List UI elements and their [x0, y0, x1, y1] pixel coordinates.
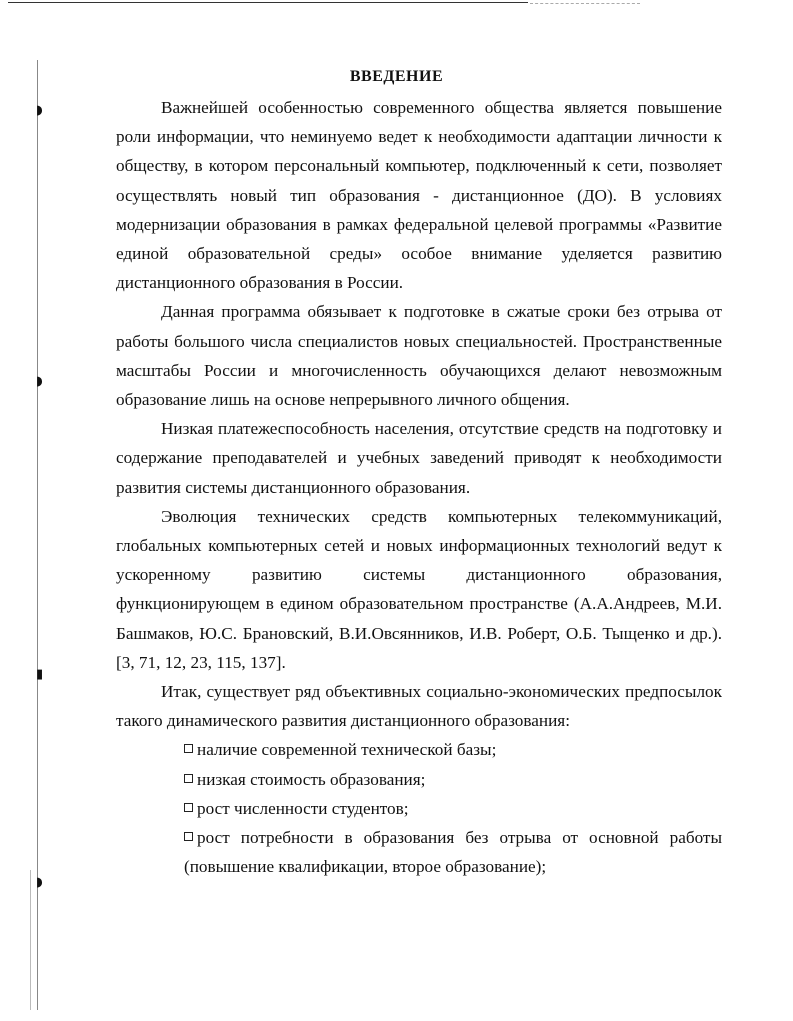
list-item: [184, 765, 722, 794]
top-rule: [8, 2, 528, 3]
paragraph: Итак, существует ряд объективных социально-экономических предпосылок такого динамического развития дистанционного образования:: [116, 682, 722, 731]
square-bullet-icon: [184, 774, 193, 783]
page-title: ВВЕДЕНИЕ: [349, 68, 444, 85]
paragraph: Эволюция технических средств компьютерных телекоммуникаций, глобальных компьютерных сетей и новых информационных технологий ведут к ускоренному развитию системы дистанционного образования, функционирующем в едином образовательном пространстве (А.А.Андреев, М.И. Башмаков, Ю.С. Брановский, В.И.Овсянников, И.В. Роберт, О.Б. Тыщенко и др.).[3, 71, 12, 23, 115, 137].: [116, 506, 722, 672]
top-rule-tail: [530, 3, 640, 4]
list-item-text: рост потребности в образования без отрыва от основной работы (повышение квалификации, второе образование);: [184, 828, 722, 877]
binding-hole-mark: ◗: [36, 374, 43, 389]
list-item: [184, 735, 722, 764]
document-body: [116, 93, 722, 881]
paragraph: Низкая платежеспособность населения, отсутствие средств на подготовку и содержание преподавателей и учебных заведений приводят к необходимости развития системы дистанционного образования.: [116, 419, 722, 497]
list-item-text: наличие современной технической базы;: [197, 740, 497, 760]
paragraph: Данная программа обязывает к подготовке в сжатые сроки без отрыва от работы большого числа специалистов новых специальностей. Пространственные масштабы России и многочисленность обучающихся делают невозможным образование лишь на основе непрерывного личного общения.: [116, 302, 722, 410]
binding-edge-line-secondary: [30, 870, 31, 1010]
binding-hole-mark: ◗: [36, 103, 43, 118]
paragraph: Важнейшей особенностью современного общества является повышение роли информации, что неминуемо ведет к необходимости адаптации личности к обществу, в котором персональный компьютер, подключенный к сети, позволяет осуществлять новый тип образования - дистанционное (ДО). В условиях модернизации образования в рамках федеральной целевой программы «Развитие единой образовательной среды» особое внимание уделяется развитию дистанционного образования в России.: [116, 98, 722, 293]
list-item-text: низкая стоимость образования;: [197, 769, 426, 789]
square-bullet-icon: [184, 832, 193, 841]
list-item: [184, 823, 722, 881]
binding-edge-line: [37, 60, 38, 1010]
bullet-list: [116, 735, 722, 881]
square-bullet-icon: [184, 803, 193, 812]
square-bullet-icon: [184, 744, 193, 753]
list-item-text: рост численности студентов;: [197, 798, 409, 818]
binding-hole-mark: ◗: [36, 875, 43, 890]
binding-hole-mark: ▮: [36, 667, 44, 682]
list-item: [184, 794, 722, 823]
